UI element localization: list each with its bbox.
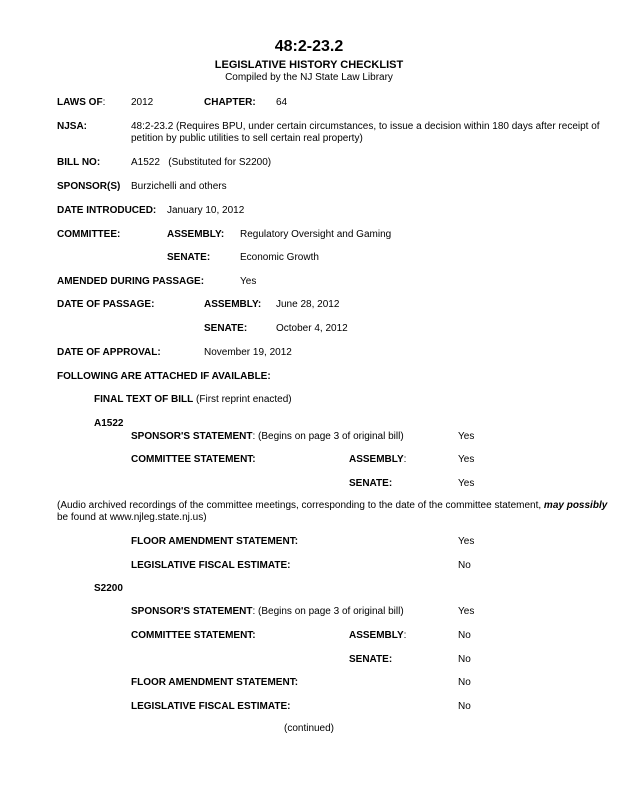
- a1522-heading: A1522: [94, 418, 124, 429]
- a1522-committee-assembly-label: ASSEMBLY:: [349, 454, 407, 465]
- sponsors-value: Burzichelli and others: [131, 181, 227, 192]
- chapter-value: 64: [276, 97, 288, 108]
- date-introduced-value: January 10, 2012: [167, 205, 245, 216]
- amended-value: Yes: [240, 276, 257, 287]
- laws-of-value: 2012: [131, 97, 154, 108]
- passage-senate-label: SENATE:: [204, 323, 248, 334]
- passage-assembly-value: June 28, 2012: [276, 299, 340, 310]
- passage-assembly-label: ASSEMBLY:: [204, 299, 262, 310]
- committee-assembly-label: ASSEMBLY:: [167, 229, 225, 240]
- laws-of-label: LAWS OF:: [57, 97, 106, 108]
- passage-senate-value: October 4, 2012: [276, 323, 348, 334]
- date-introduced-label: DATE INTRODUCED:: [57, 205, 157, 216]
- final-text: FINAL TEXT OF BILL (First reprint enacted): [94, 394, 292, 405]
- statute-number: 48:2-23.2: [274, 38, 344, 55]
- a1522-fiscal-label: LEGISLATIVE FISCAL ESTIMATE:: [131, 560, 291, 571]
- a1522-committee-senate-value: Yes: [458, 478, 475, 489]
- approval-value: November 19, 2012: [204, 347, 292, 358]
- a1522-committee-assembly-value: Yes: [458, 454, 475, 465]
- bill-no-value: A1522 (Substituted for S2200): [131, 157, 272, 168]
- chapter-label: CHAPTER:: [204, 97, 256, 108]
- passage-label: DATE OF PASSAGE:: [57, 299, 155, 310]
- s2200-committee-senate-label: SENATE:: [349, 654, 393, 665]
- audio-note-line2: be found at www.njleg.state.nj.us): [57, 512, 207, 523]
- committee-label: COMMITTEE:: [57, 229, 121, 240]
- continued-note: (continued): [283, 723, 335, 734]
- sponsors-label: SPONSOR(S): [57, 181, 121, 192]
- njsa-label: NJSA:: [57, 121, 88, 132]
- njsa-value-line1: 48:2-23.2 (Requires BPU, under certain circumstances, to issue a decision within 180 days after receipt of: [131, 121, 600, 132]
- audio-note-line1: (Audio archived recordings of the committee meetings, corresponding to the date of the committee statement, may possibly: [57, 500, 608, 511]
- s2200-floor-label: FLOOR AMENDMENT STATEMENT:: [131, 677, 299, 688]
- s2200-sponsor-statement: SPONSOR'S STATEMENT: (Begins on page 3 of original bill): [131, 606, 404, 617]
- approval-label: DATE OF APPROVAL:: [57, 347, 161, 358]
- s2200-fiscal-value: No: [458, 701, 471, 712]
- a1522-committee-statement-label: COMMITTEE STATEMENT:: [131, 454, 256, 465]
- a1522-fiscal-value: No: [458, 560, 471, 571]
- s2200-fiscal-label: LEGISLATIVE FISCAL ESTIMATE:: [131, 701, 291, 712]
- page-title: LEGISLATIVE HISTORY CHECKLIST: [214, 59, 404, 71]
- s2200-floor-value: No: [458, 677, 471, 688]
- following-heading: FOLLOWING ARE ATTACHED IF AVAILABLE:: [57, 371, 271, 382]
- amended-label: AMENDED DURING PASSAGE:: [57, 276, 205, 287]
- s2200-sponsor-statement-value: Yes: [458, 606, 475, 617]
- a1522-floor-value: Yes: [458, 536, 475, 547]
- bill-no-label: BILL NO:: [57, 157, 101, 168]
- s2200-committee-statement-label: COMMITTEE STATEMENT:: [131, 630, 256, 641]
- s2200-committee-assembly-value: No: [458, 630, 471, 641]
- a1522-sponsor-statement-value: Yes: [458, 431, 475, 442]
- a1522-committee-senate-label: SENATE:: [349, 478, 393, 489]
- committee-senate-label: SENATE:: [167, 252, 211, 263]
- committee-senate-value: Economic Growth: [240, 252, 319, 263]
- a1522-sponsor-statement: SPONSOR'S STATEMENT: (Begins on page 3 of original bill): [131, 431, 404, 442]
- s2200-committee-assembly-label: ASSEMBLY:: [349, 630, 407, 641]
- s2200-committee-senate-value: No: [458, 654, 471, 665]
- s2200-heading: S2200: [94, 583, 123, 594]
- compiled-by: Compiled by the NJ State Law Library: [225, 72, 393, 83]
- njsa-value-line2: petition by public utilities to sell certain real property): [131, 133, 363, 144]
- a1522-floor-label: FLOOR AMENDMENT STATEMENT:: [131, 536, 299, 547]
- committee-assembly-value: Regulatory Oversight and Gaming: [240, 229, 392, 240]
